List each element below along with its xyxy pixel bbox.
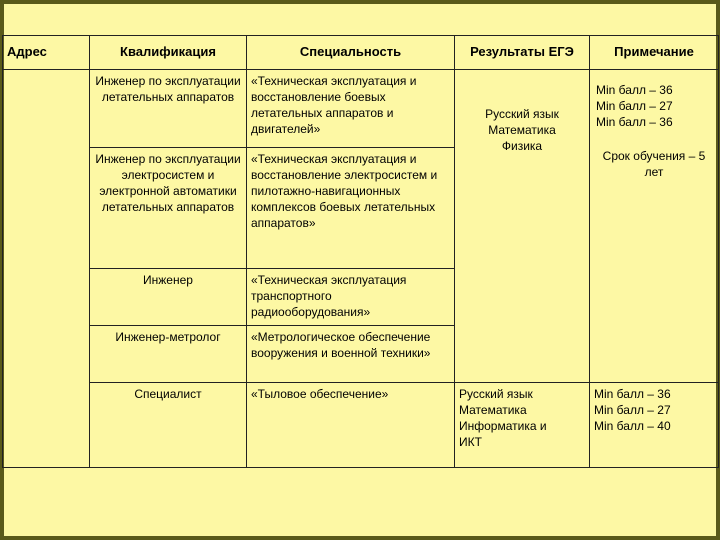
- table-row: [3, 383, 719, 468]
- table-row: [3, 70, 719, 148]
- ege-subject: ИКТ: [459, 435, 482, 449]
- header-qualification: Квалификация: [90, 36, 247, 70]
- study-duration: Срок обучения – 5 лет: [602, 149, 706, 179]
- ege-subject: Русский язык: [485, 107, 559, 121]
- min-score: Min балл – 27: [594, 403, 671, 417]
- min-score: Min балл – 36: [594, 387, 671, 401]
- min-score: Min балл – 40: [594, 419, 671, 433]
- ege-subject: Информатика и: [459, 419, 547, 433]
- admission-table: [2, 35, 719, 468]
- min-score: Min балл – 36: [596, 115, 673, 129]
- note-cell: [590, 70, 719, 383]
- qualification-cell: Инженер по эксплуатации электросистем и электронной автоматики летательных аппаратов: [90, 148, 247, 269]
- min-score: Min балл – 27: [596, 99, 673, 113]
- header-address: Адрес: [3, 36, 90, 70]
- header-note: Примечание: [590, 36, 719, 70]
- header-ege: Результаты ЕГЭ: [455, 36, 590, 70]
- ege-subject: Математика: [488, 123, 556, 137]
- qualification-cell: Инженер по эксплуатации летательных аппаратов: [90, 70, 247, 148]
- specialty-cell: «Техническая эксплуатация и восстановление боевых летательных аппаратов и двигателей»: [247, 70, 455, 148]
- qualification-cell: Инженер: [90, 269, 247, 326]
- address-cell: [3, 70, 90, 468]
- specialty-cell: «Техническая эксплуатация транспортного радиооборудования»: [247, 269, 455, 326]
- specialty-cell: «Метрологическое обеспечение вооружения и военной техники»: [247, 326, 455, 383]
- ege-subject: Физика: [501, 139, 543, 153]
- min-score: Min балл – 36: [596, 83, 673, 97]
- qualification-cell: Специалист: [90, 383, 247, 468]
- header-specialty: Специальность: [247, 36, 455, 70]
- ege-subjects-cell: [455, 383, 590, 468]
- specialty-cell: «Техническая эксплуатация и восстановление электросистем и пилотажно-навигационных комплексов боевых летательных аппаратов»: [247, 148, 455, 269]
- specialty-cell: «Тыловое обеспечение»: [247, 383, 455, 468]
- ege-subjects-cell: [455, 70, 590, 383]
- ege-subject: Русский язык: [459, 387, 533, 401]
- qualification-cell: Инженер-метролог: [90, 326, 247, 383]
- table-header-row: [3, 36, 719, 70]
- ege-subject: Математика: [459, 403, 527, 417]
- note-cell: [590, 383, 719, 468]
